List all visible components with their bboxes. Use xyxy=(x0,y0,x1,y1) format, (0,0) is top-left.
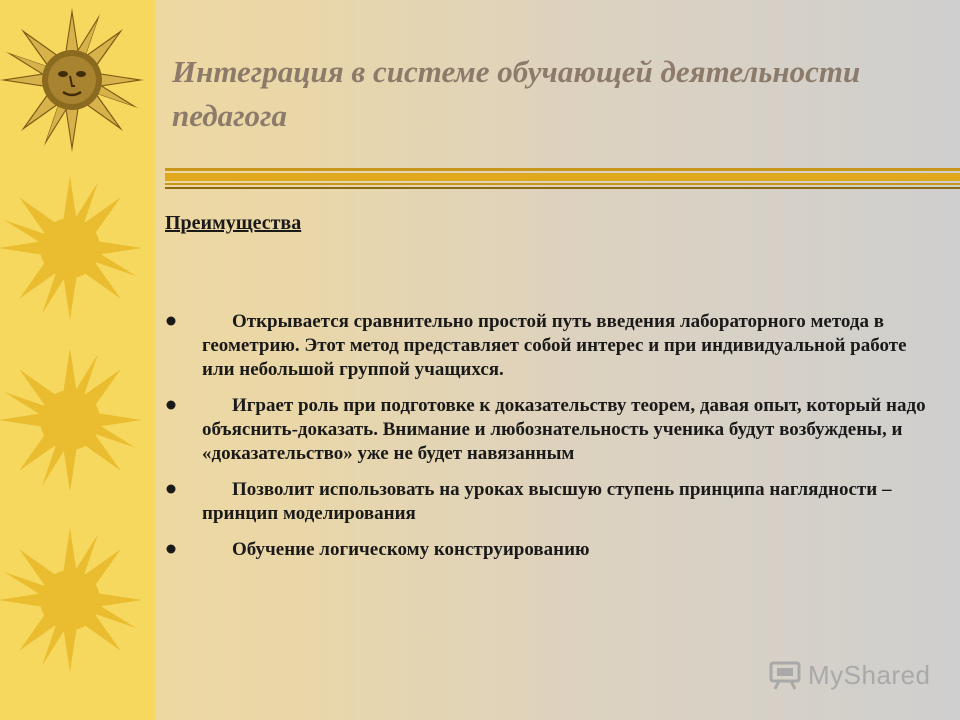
bullet-dot-icon xyxy=(166,400,176,410)
list-item-text: Открывается сравнительно простой путь введения лабораторного метода в геометрию. Этот метод представляет собой интерес и при индивидуальной работе или небольшой группой учащихся. xyxy=(202,311,907,380)
slide-title: Интеграция в системе обучающей деятельности педагога xyxy=(172,54,861,133)
bullet-dot-icon xyxy=(166,484,176,494)
list-item xyxy=(160,478,940,526)
sun-icon xyxy=(0,528,142,672)
watermark-text: MyShared xyxy=(808,659,931,690)
sun-decorations xyxy=(0,0,155,720)
list-item xyxy=(160,538,940,562)
list-item-text: Играет роль при подготовке к доказательству теорем, давая опыт, который надо объяснить-доказать. Внимание и любознательность ученика будут возбуждены, и «доказательство» уже не будет навязанным xyxy=(202,395,926,464)
list-item-text: Обучение логическому конструированию xyxy=(232,539,590,560)
sun-face-icon xyxy=(0,8,144,152)
section-heading: Преимущества xyxy=(165,212,302,234)
advantages-list xyxy=(160,310,940,574)
sun-icon xyxy=(0,176,142,320)
watermark xyxy=(768,655,938,695)
projector-icon xyxy=(768,659,802,691)
sun-icon xyxy=(0,348,142,492)
title-divider xyxy=(165,168,960,190)
list-item-text: Позволит использовать на уроках высшую ступень принципа наглядности – принцип моделирования xyxy=(202,479,892,524)
list-item xyxy=(160,310,940,382)
list-item xyxy=(160,394,940,466)
bullet-dot-icon xyxy=(166,316,176,326)
bullet-dot-icon xyxy=(166,544,176,554)
